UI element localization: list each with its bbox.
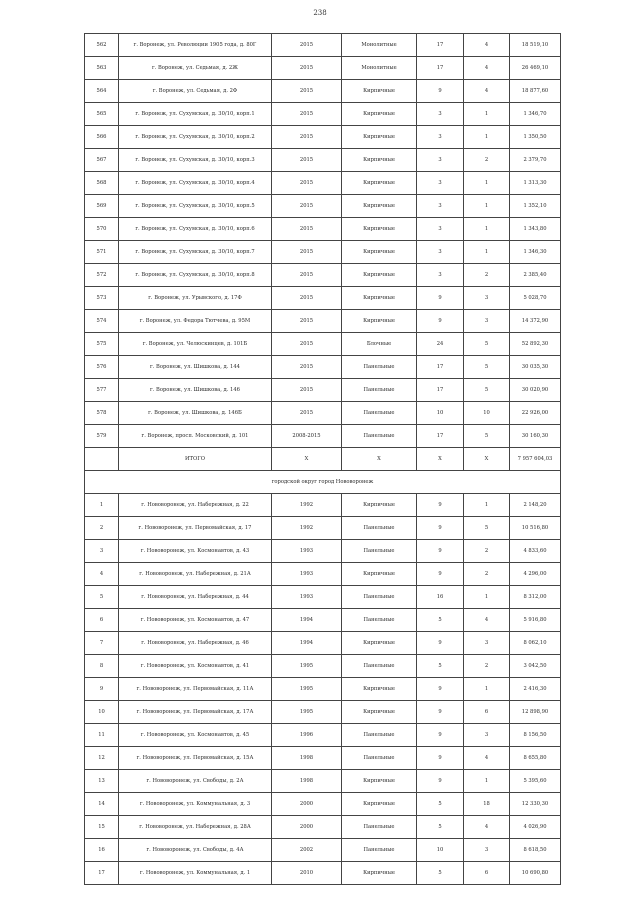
row-entrances: 1 xyxy=(464,126,510,149)
row-floors: 3 xyxy=(417,126,464,149)
row-address: г. Нововоронеж, ул. Первомайская, д. 15А xyxy=(119,747,272,770)
row-material: Кирпичные xyxy=(342,310,417,333)
row-material: Панельные xyxy=(342,839,417,862)
row-address: г. Воронеж, просп. Московский, д. 101 xyxy=(119,425,272,448)
row-floors: 3 xyxy=(417,172,464,195)
housing-register-table xyxy=(84,33,561,885)
row-address: г. Нововоронеж, ул. Космонавтов, д. 43 xyxy=(119,540,272,563)
row-area: 2 148,20 xyxy=(510,494,561,517)
row-number: 13 xyxy=(85,770,119,793)
row-year: 2015 xyxy=(272,241,342,264)
row-area: 10 690,80 xyxy=(510,862,561,885)
table-row xyxy=(85,241,561,264)
table-row xyxy=(85,816,561,839)
row-floors: 3 xyxy=(417,241,464,264)
row-floors: 9 xyxy=(417,287,464,310)
row-year: 2015 xyxy=(272,356,342,379)
row-floors: 9 xyxy=(417,80,464,103)
row-entrances: 5 xyxy=(464,356,510,379)
row-material: Кирпичные xyxy=(342,126,417,149)
table-row xyxy=(85,793,561,816)
row-area: 1 343,80 xyxy=(510,218,561,241)
row-address: г. Нововоронеж, ул. Свободы, д. 4А xyxy=(119,839,272,862)
row-entrances: 4 xyxy=(464,80,510,103)
table-row xyxy=(85,517,561,540)
row-year: 1993 xyxy=(272,563,342,586)
table-row xyxy=(85,195,561,218)
row-address: г. Нововоронеж, ул. Коммунальная, д. 1 xyxy=(119,862,272,885)
row-area: 4 833,60 xyxy=(510,540,561,563)
row-material: Кирпичные xyxy=(342,80,417,103)
row-number: 7 xyxy=(85,632,119,655)
row-address: г. Нововоронеж, ул. Набережная, д. 46 xyxy=(119,632,272,655)
page-number: 238 xyxy=(313,9,327,17)
row-year: 1995 xyxy=(272,678,342,701)
total-material: X xyxy=(342,448,417,471)
row-floors: 9 xyxy=(417,540,464,563)
table-row xyxy=(85,310,561,333)
row-floors: 17 xyxy=(417,425,464,448)
row-material: Панельные xyxy=(342,724,417,747)
row-number: 1 xyxy=(85,494,119,517)
row-entrances: 3 xyxy=(464,839,510,862)
row-material: Кирпичные xyxy=(342,494,417,517)
row-number: 4 xyxy=(85,563,119,586)
voronezh-rows xyxy=(85,34,561,448)
row-floors: 9 xyxy=(417,770,464,793)
row-year: 1994 xyxy=(272,632,342,655)
row-year: 1992 xyxy=(272,517,342,540)
row-number: 3 xyxy=(85,540,119,563)
table-row xyxy=(85,586,561,609)
row-address: г. Воронеж, ул. Шишкова, д. 146Б xyxy=(119,402,272,425)
row-material: Панельные xyxy=(342,816,417,839)
row-area: 1 346,30 xyxy=(510,241,561,264)
row-material: Кирпичные xyxy=(342,287,417,310)
total-num-cell xyxy=(85,448,119,471)
row-material: Кирпичные xyxy=(342,103,417,126)
row-entrances: 10 xyxy=(464,402,510,425)
row-floors: 9 xyxy=(417,701,464,724)
row-address: г. Воронеж, ул. Сухумская, д. 30/10, корп.1 xyxy=(119,103,272,126)
row-year: 2015 xyxy=(272,80,342,103)
row-area: 30 035,30 xyxy=(510,356,561,379)
total-row xyxy=(85,448,561,471)
row-address: г. Воронеж, ул. Революции 1905 года, д. 80Г xyxy=(119,34,272,57)
row-floors: 10 xyxy=(417,839,464,862)
row-area: 18 519,10 xyxy=(510,34,561,57)
row-address: г. Воронеж, ул. Сухумская, д. 30/10, корп.7 xyxy=(119,241,272,264)
row-floors: 24 xyxy=(417,333,464,356)
row-entrances: 2 xyxy=(464,655,510,678)
row-year: 1996 xyxy=(272,724,342,747)
row-year: 2015 xyxy=(272,172,342,195)
table-row xyxy=(85,149,561,172)
table-row xyxy=(85,103,561,126)
row-number: 563 xyxy=(85,57,119,80)
row-entrances: 5 xyxy=(464,517,510,540)
row-address: г. Воронеж, ул. Челюскинцев, д. 101Б xyxy=(119,333,272,356)
row-entrances: 4 xyxy=(464,747,510,770)
row-material: Кирпичные xyxy=(342,793,417,816)
row-area: 1 350,50 xyxy=(510,126,561,149)
row-area: 8 618,50 xyxy=(510,839,561,862)
row-material: Кирпичные xyxy=(342,701,417,724)
row-number: 567 xyxy=(85,149,119,172)
row-year: 2015 xyxy=(272,126,342,149)
row-number: 566 xyxy=(85,126,119,149)
row-material: Панельные xyxy=(342,517,417,540)
row-number: 8 xyxy=(85,655,119,678)
table-row xyxy=(85,356,561,379)
table-row xyxy=(85,57,561,80)
row-address: г. Нововоронеж, ул. Космонавтов, д. 45 xyxy=(119,724,272,747)
row-area: 8 062,10 xyxy=(510,632,561,655)
row-year: 2015 xyxy=(272,57,342,80)
row-area: 26 469,10 xyxy=(510,57,561,80)
row-entrances: 5 xyxy=(464,425,510,448)
row-number: 5 xyxy=(85,586,119,609)
row-address: г. Воронеж, ул. Урывского, д. 17Ф xyxy=(119,287,272,310)
row-address: г. Воронеж, ул. Сухумская, д. 30/10, корп.6 xyxy=(119,218,272,241)
row-address: г. Нововоронеж, ул. Космонавтов, д. 47 xyxy=(119,609,272,632)
row-address: г. Нововоронеж, ул. Коммунальная, д. 3 xyxy=(119,793,272,816)
row-floors: 9 xyxy=(417,563,464,586)
row-entrances: 2 xyxy=(464,563,510,586)
row-number: 17 xyxy=(85,862,119,885)
row-address: г. Воронеж, ул. Сухумская, д. 30/10, корп.2 xyxy=(119,126,272,149)
row-address: г. Воронеж, ул. Сухумская, д. 30/10, корп.4 xyxy=(119,172,272,195)
table-row xyxy=(85,678,561,701)
row-material: Панельные xyxy=(342,379,417,402)
novovoronezh-rows xyxy=(85,494,561,885)
row-material: Кирпичные xyxy=(342,632,417,655)
row-floors: 9 xyxy=(417,310,464,333)
row-number: 570 xyxy=(85,218,119,241)
row-number: 14 xyxy=(85,793,119,816)
row-number: 16 xyxy=(85,839,119,862)
table-row xyxy=(85,379,561,402)
row-address: г. Воронеж, ул. Сухумская, д. 30/10, корп.8 xyxy=(119,264,272,287)
row-floors: 9 xyxy=(417,724,464,747)
row-material: Кирпичные xyxy=(342,195,417,218)
row-area: 2 379,70 xyxy=(510,149,561,172)
row-floors: 17 xyxy=(417,57,464,80)
row-year: 2015 xyxy=(272,103,342,126)
row-year: 2015 xyxy=(272,34,342,57)
row-entrances: 3 xyxy=(464,310,510,333)
row-floors: 5 xyxy=(417,816,464,839)
row-area: 52 892,30 xyxy=(510,333,561,356)
row-number: 569 xyxy=(85,195,119,218)
row-year: 1998 xyxy=(272,747,342,770)
row-entrances: 1 xyxy=(464,103,510,126)
row-address: г. Нововоронеж, ул. Набережная, д. 22 xyxy=(119,494,272,517)
table-row xyxy=(85,333,561,356)
row-number: 572 xyxy=(85,264,119,287)
row-floors: 5 xyxy=(417,793,464,816)
total-section xyxy=(85,448,561,494)
row-floors: 9 xyxy=(417,494,464,517)
row-floors: 9 xyxy=(417,517,464,540)
row-area: 22 926,00 xyxy=(510,402,561,425)
row-address: г. Нововоронеж, ул. Набережная, д. 21А xyxy=(119,563,272,586)
row-number: 2 xyxy=(85,517,119,540)
row-floors: 17 xyxy=(417,379,464,402)
row-area: 8 655,80 xyxy=(510,747,561,770)
row-number: 568 xyxy=(85,172,119,195)
row-entrances: 18 xyxy=(464,793,510,816)
row-area: 5 916,80 xyxy=(510,609,561,632)
row-address: г. Нововоронеж, ул. Набережная, д. 28А xyxy=(119,816,272,839)
table-row xyxy=(85,287,561,310)
row-number: 9 xyxy=(85,678,119,701)
row-area: 14 372,90 xyxy=(510,310,561,333)
row-area: 10 516,80 xyxy=(510,517,561,540)
row-address: г. Нововоронеж, ул. Первомайская, д. 11А xyxy=(119,678,272,701)
row-year: 2015 xyxy=(272,264,342,287)
row-area: 4 026,90 xyxy=(510,816,561,839)
row-year: 2015 xyxy=(272,402,342,425)
section-header: городской округ город Нововоронеж xyxy=(85,471,561,494)
row-number: 579 xyxy=(85,425,119,448)
row-area: 2 385,40 xyxy=(510,264,561,287)
row-entrances: 4 xyxy=(464,816,510,839)
row-area: 8 312,00 xyxy=(510,586,561,609)
row-address: г. Нововоронеж, ул. Свободы, д. 2А xyxy=(119,770,272,793)
row-year: 2015 xyxy=(272,333,342,356)
total-year: X xyxy=(272,448,342,471)
row-entrances: 4 xyxy=(464,609,510,632)
row-address: г. Воронеж, ул. Шишкова, д. 144 xyxy=(119,356,272,379)
row-material: Панельные xyxy=(342,540,417,563)
row-material: Кирпичные xyxy=(342,241,417,264)
row-number: 565 xyxy=(85,103,119,126)
row-entrances: 1 xyxy=(464,195,510,218)
row-floors: 5 xyxy=(417,655,464,678)
row-address: г. Воронеж, ул. Седьмая, д. 2Ж xyxy=(119,57,272,80)
row-number: 12 xyxy=(85,747,119,770)
row-area: 12 330,30 xyxy=(510,793,561,816)
row-entrances: 4 xyxy=(464,57,510,80)
section-header-row xyxy=(85,471,561,494)
row-entrances: 4 xyxy=(464,34,510,57)
total-area: 7 957 604,03 xyxy=(510,448,561,471)
row-floors: 10 xyxy=(417,402,464,425)
row-year: 2008-2015 xyxy=(272,425,342,448)
row-year: 2015 xyxy=(272,379,342,402)
row-entrances: 2 xyxy=(464,264,510,287)
row-floors: 16 xyxy=(417,586,464,609)
row-floors: 3 xyxy=(417,264,464,287)
row-material: Панельные xyxy=(342,356,417,379)
table-row xyxy=(85,770,561,793)
row-floors: 9 xyxy=(417,678,464,701)
row-material: Кирпичные xyxy=(342,678,417,701)
total-entrances: X xyxy=(464,448,510,471)
table-row xyxy=(85,218,561,241)
row-material: Кирпичные xyxy=(342,218,417,241)
row-entrances: 1 xyxy=(464,241,510,264)
row-material: Кирпичные xyxy=(342,770,417,793)
row-address: г. Нововоронеж, ул. Первомайская, д. 17 xyxy=(119,517,272,540)
row-material: Блочные xyxy=(342,333,417,356)
row-area: 1 346,70 xyxy=(510,103,561,126)
row-address: г. Воронеж, ул. Сухумская, д. 30/10, корп.3 xyxy=(119,149,272,172)
row-number: 10 xyxy=(85,701,119,724)
row-material: Кирпичные xyxy=(342,172,417,195)
row-material: Панельные xyxy=(342,655,417,678)
row-year: 1993 xyxy=(272,540,342,563)
row-floors: 5 xyxy=(417,862,464,885)
table-row xyxy=(85,540,561,563)
row-entrances: 6 xyxy=(464,862,510,885)
row-entrances: 5 xyxy=(464,379,510,402)
row-number: 573 xyxy=(85,287,119,310)
table-row xyxy=(85,34,561,57)
row-year: 1993 xyxy=(272,586,342,609)
row-floors: 17 xyxy=(417,34,464,57)
row-area: 1 352,10 xyxy=(510,195,561,218)
row-number: 6 xyxy=(85,609,119,632)
table-row xyxy=(85,724,561,747)
row-material: Панельные xyxy=(342,402,417,425)
row-year: 1992 xyxy=(272,494,342,517)
row-entrances: 1 xyxy=(464,770,510,793)
row-entrances: 3 xyxy=(464,724,510,747)
table-row xyxy=(85,172,561,195)
row-entrances: 1 xyxy=(464,678,510,701)
row-number: 564 xyxy=(85,80,119,103)
row-number: 11 xyxy=(85,724,119,747)
row-address: г. Воронеж, ул. Сухумская, д. 30/10, корп.5 xyxy=(119,195,272,218)
row-material: Кирпичные xyxy=(342,149,417,172)
row-area: 12 898,90 xyxy=(510,701,561,724)
table-row xyxy=(85,839,561,862)
table-row xyxy=(85,747,561,770)
total-floors: X xyxy=(417,448,464,471)
table-row xyxy=(85,264,561,287)
row-floors: 3 xyxy=(417,195,464,218)
row-entrances: 1 xyxy=(464,494,510,517)
row-number: 576 xyxy=(85,356,119,379)
row-material: Панельные xyxy=(342,747,417,770)
row-entrances: 5 xyxy=(464,333,510,356)
table-row xyxy=(85,402,561,425)
row-address: г. Нововоронеж, ул. Первомайская, д. 17А xyxy=(119,701,272,724)
row-year: 2015 xyxy=(272,195,342,218)
row-area: 1 313,30 xyxy=(510,172,561,195)
row-material: Монолитные xyxy=(342,57,417,80)
row-floors: 3 xyxy=(417,149,464,172)
row-material: Кирпичные xyxy=(342,862,417,885)
row-material: Кирпичные xyxy=(342,264,417,287)
row-entrances: 3 xyxy=(464,632,510,655)
row-address: г. Воронеж, ул. Шишкова, д. 146 xyxy=(119,379,272,402)
row-floors: 3 xyxy=(417,103,464,126)
row-year: 2002 xyxy=(272,839,342,862)
row-floors: 9 xyxy=(417,747,464,770)
row-area: 4 296,00 xyxy=(510,563,561,586)
row-entrances: 1 xyxy=(464,172,510,195)
row-number: 575 xyxy=(85,333,119,356)
row-year: 2015 xyxy=(272,310,342,333)
row-material: Кирпичные xyxy=(342,563,417,586)
row-material: Монолитные xyxy=(342,34,417,57)
row-address: г. Нововоронеж, ул. Набережная, д. 44 xyxy=(119,586,272,609)
row-year: 2015 xyxy=(272,218,342,241)
table-row xyxy=(85,632,561,655)
table-row xyxy=(85,494,561,517)
row-entrances: 2 xyxy=(464,540,510,563)
row-area: 8 156,50 xyxy=(510,724,561,747)
row-material: Панельные xyxy=(342,425,417,448)
table-row xyxy=(85,80,561,103)
row-year: 2000 xyxy=(272,793,342,816)
table-row xyxy=(85,563,561,586)
row-floors: 5 xyxy=(417,609,464,632)
row-entrances: 6 xyxy=(464,701,510,724)
row-address: г. Нововоронеж, ул. Космонавтов, д. 41 xyxy=(119,655,272,678)
row-number: 571 xyxy=(85,241,119,264)
row-entrances: 1 xyxy=(464,586,510,609)
table-row xyxy=(85,862,561,885)
row-area: 5 028,70 xyxy=(510,287,561,310)
row-year: 2000 xyxy=(272,816,342,839)
row-address: г. Воронеж, ул. Федора Тютчева, д. 95М xyxy=(119,310,272,333)
row-material: Панельные xyxy=(342,609,417,632)
row-year: 1995 xyxy=(272,701,342,724)
row-year: 1994 xyxy=(272,609,342,632)
row-address: г. Воронеж, ул. Седьмая, д. 2Ф xyxy=(119,80,272,103)
row-floors: 17 xyxy=(417,356,464,379)
row-number: 578 xyxy=(85,402,119,425)
row-area: 2 416,30 xyxy=(510,678,561,701)
row-area: 5 395,60 xyxy=(510,770,561,793)
row-year: 1995 xyxy=(272,655,342,678)
table-row xyxy=(85,126,561,149)
row-year: 2015 xyxy=(272,149,342,172)
total-label: ИТОГО xyxy=(119,448,272,471)
row-area: 18 877,60 xyxy=(510,80,561,103)
row-entrances: 2 xyxy=(464,149,510,172)
table-row xyxy=(85,425,561,448)
table-row xyxy=(85,655,561,678)
row-number: 574 xyxy=(85,310,119,333)
row-floors: 3 xyxy=(417,218,464,241)
row-number: 577 xyxy=(85,379,119,402)
row-area: 3 042,50 xyxy=(510,655,561,678)
row-entrances: 1 xyxy=(464,218,510,241)
row-area: 30 160,30 xyxy=(510,425,561,448)
row-year: 2015 xyxy=(272,287,342,310)
row-number: 562 xyxy=(85,34,119,57)
row-area: 30 020,90 xyxy=(510,379,561,402)
table-row xyxy=(85,609,561,632)
row-year: 1998 xyxy=(272,770,342,793)
row-floors: 9 xyxy=(417,632,464,655)
row-entrances: 3 xyxy=(464,287,510,310)
row-number: 15 xyxy=(85,816,119,839)
row-material: Панельные xyxy=(342,586,417,609)
row-year: 2010 xyxy=(272,862,342,885)
table-row xyxy=(85,701,561,724)
